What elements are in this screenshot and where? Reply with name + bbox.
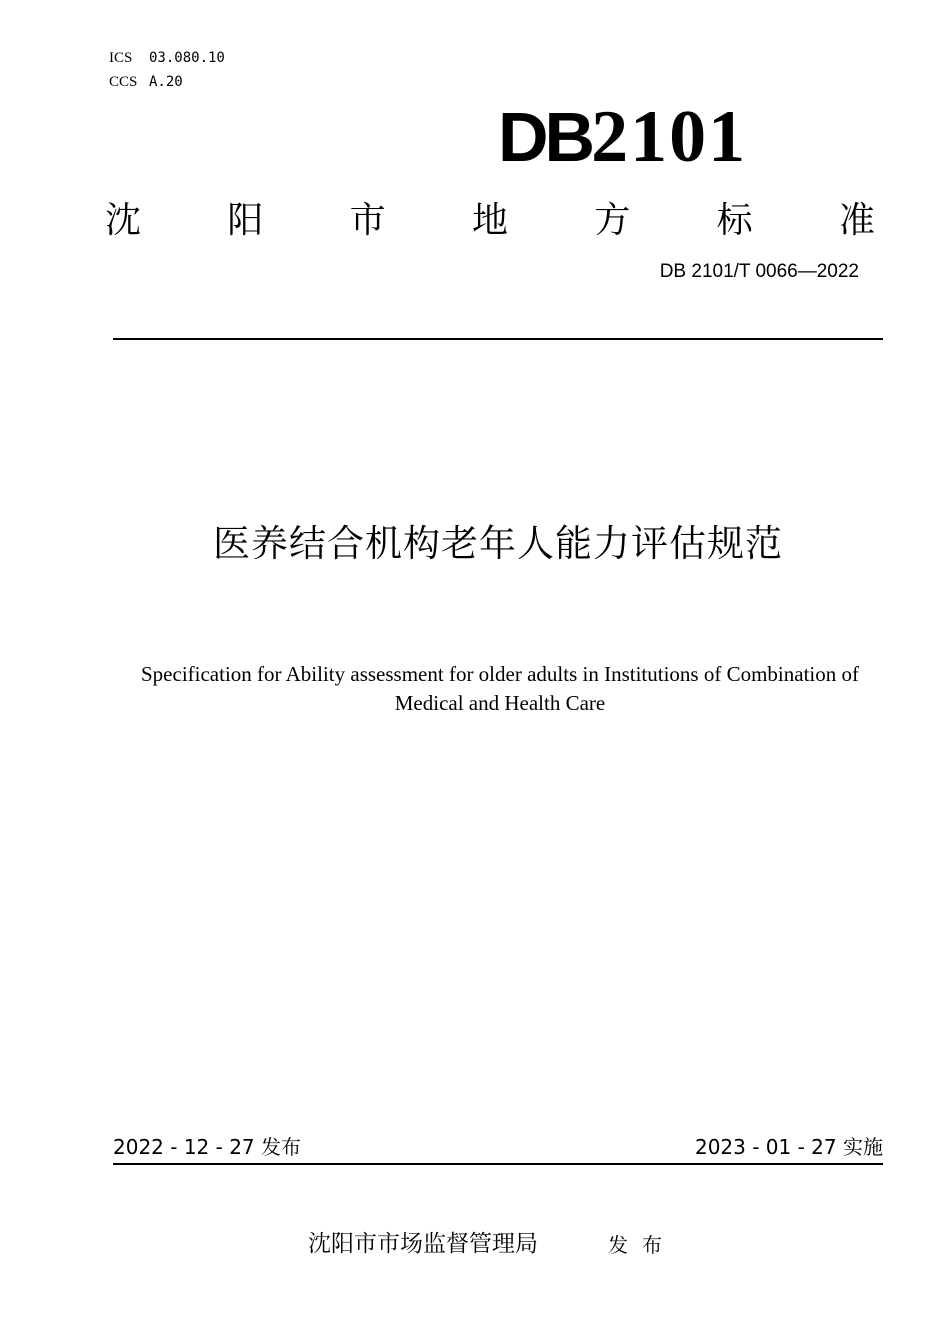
ics-code: 03.080.10 (149, 50, 225, 66)
top-divider (113, 338, 883, 340)
standard-type-char: 市 (349, 200, 386, 241)
ccs-label: CCS (109, 74, 138, 90)
standard-type-char: 地 (471, 200, 508, 241)
ccs-row (109, 70, 225, 94)
publish-date: 2022 - 12 - 27 发布 (113, 1135, 302, 1159)
title-english-line-2: Medical and Health Care (394, 691, 606, 715)
document-title-chinese: 医养结合机构老年人能力评估规范 (213, 522, 783, 565)
ics-row (109, 46, 225, 70)
standard-type-char: 标 (716, 200, 753, 241)
classification-codes (109, 46, 225, 94)
ccs-code: A.20 (149, 74, 183, 90)
document-title-english (100, 660, 900, 718)
bottom-divider (113, 1163, 883, 1165)
issuing-authority: 沈阳市市场监督管理局 (308, 1231, 538, 1257)
standard-type-char: 准 (838, 200, 875, 241)
standard-type-heading (105, 196, 875, 246)
issue-label: 发布 (608, 1233, 676, 1257)
standard-type-char: 阳 (227, 200, 264, 241)
logo-db-letters: DB (498, 98, 592, 176)
ics-label: ICS (109, 50, 133, 66)
standard-type-char: 沈 (105, 200, 142, 241)
db-standard-logo (498, 98, 808, 176)
standard-type-char: 方 (594, 200, 631, 241)
title-english-line-1: Specification for Ability assessment for older adults in Institutions of Combination of (141, 662, 859, 686)
logo-region-number: 2101 (591, 96, 748, 178)
implementation-date: 2023 - 01 - 27 实施 (694, 1135, 883, 1159)
standard-number: DB 2101/T 0066—2022 (659, 261, 859, 282)
